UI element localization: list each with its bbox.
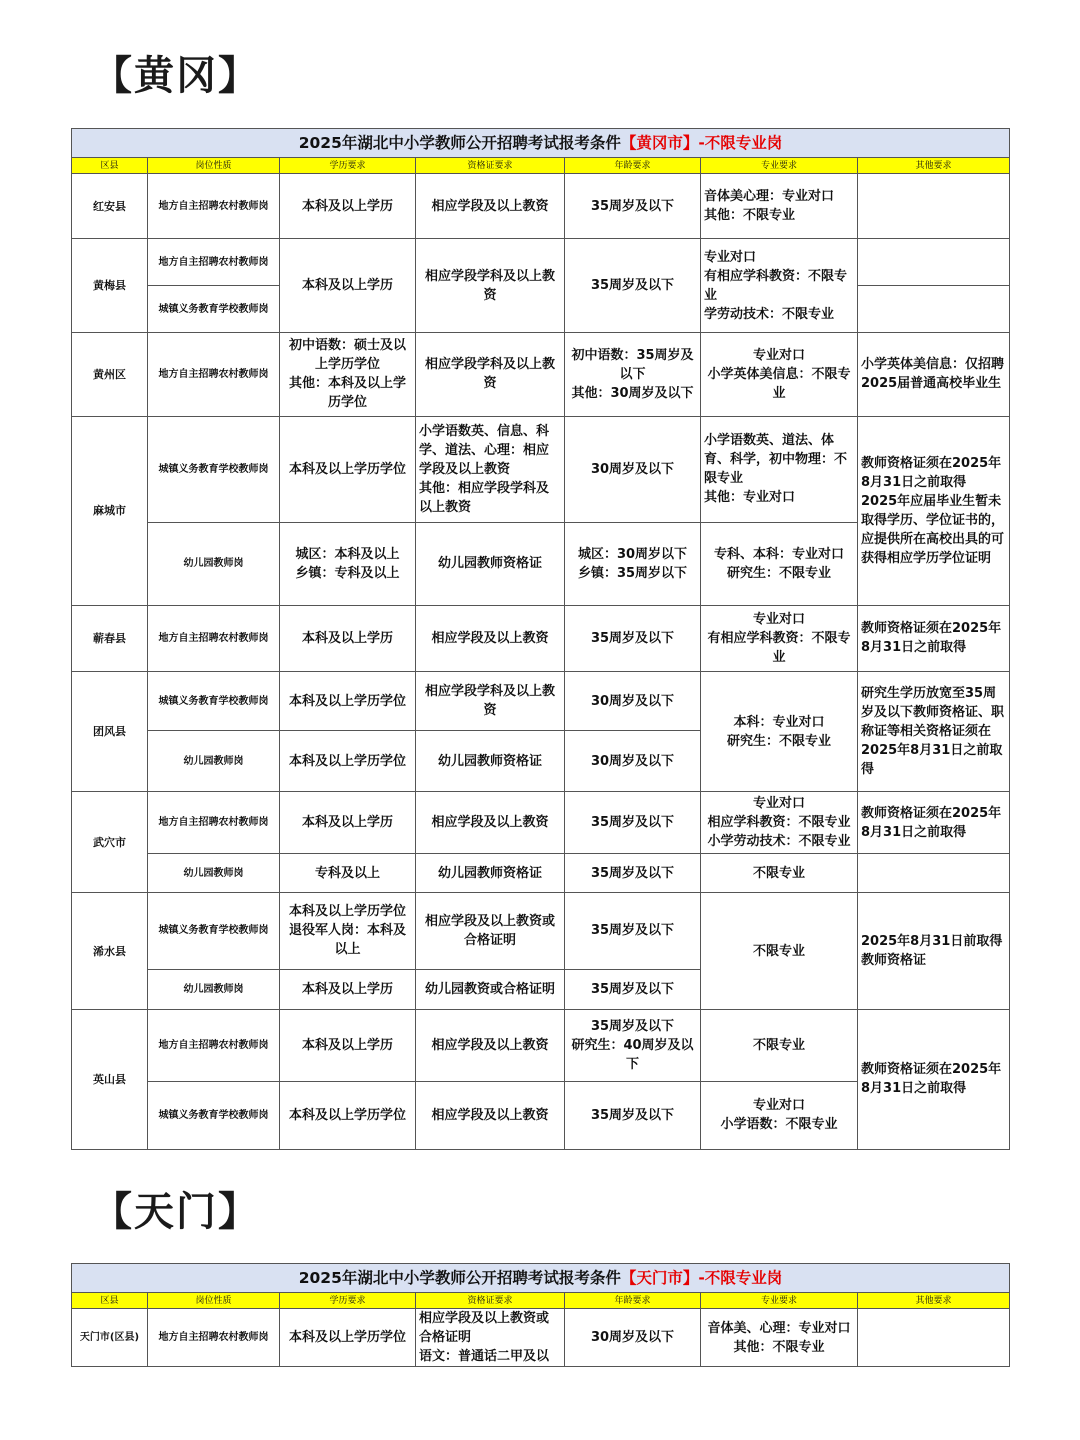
major-cell: 音体美心理：专业对口 其他：不限专业 [701, 174, 858, 239]
age-cell: 35周岁及以下 [565, 239, 701, 333]
post-cell: 地方自主招聘农村教师岗 [148, 1009, 280, 1081]
cert-cell: 相应学段及以上教资 [416, 1081, 565, 1149]
other-cell [858, 286, 1010, 333]
header-cell: 学历要求 [280, 158, 416, 174]
post-cell: 城镇义务教育学校教师岗 [148, 286, 280, 333]
table-row [72, 174, 1010, 239]
age-cell: 30周岁及以下 [565, 672, 701, 731]
county-cell: 天门市(区县) [72, 1309, 148, 1367]
table-header-row [72, 1293, 1010, 1309]
header-cell: 其他要求 [858, 158, 1010, 174]
other-cell: 教师资格证须在2025年8月31日之前取得 [858, 1009, 1010, 1149]
table-row [72, 239, 1010, 286]
header-cell: 岗位性质 [148, 158, 280, 174]
age-cell: 城区：30周岁以下 乡镇：35周岁以下 [565, 522, 701, 605]
cert-cell: 小学语数英、信息、科学、道法、心理：相应学段及以上教资 其他：相应学段学科及以上教资 [416, 416, 565, 522]
post-cell: 地方自主招聘农村教师岗 [148, 1309, 280, 1367]
post-cell: 幼儿园教师岗 [148, 854, 280, 893]
section-heading-tianmen: 【天门】 [92, 1189, 260, 1235]
age-cell: 35周岁及以下 [565, 1081, 701, 1149]
header-cell: 学历要求 [280, 1293, 416, 1309]
post-cell: 地方自主招聘农村教师岗 [148, 792, 280, 854]
table-row [72, 893, 1010, 969]
cert-cell: 相应学段学科及以上教资 [416, 333, 565, 416]
cert-cell: 相应学段及以上教资 [416, 792, 565, 854]
other-cell [858, 239, 1010, 286]
age-cell: 初中语数：35周岁及以下 其他：30周岁及以下 [565, 333, 701, 416]
table-title-row [72, 1264, 1010, 1293]
post-cell: 城镇义务教育学校教师岗 [148, 672, 280, 731]
table-title-city: 【天门市】-不限专业岗 [620, 1268, 783, 1287]
cert-cell: 幼儿园教师资格证 [416, 731, 565, 792]
table-row [72, 854, 1010, 893]
cert-cell: 幼儿园教师资格证 [416, 522, 565, 605]
age-cell: 35周岁及以下 研究生：40周岁及以下 [565, 1009, 701, 1081]
table-header-row [72, 158, 1010, 174]
edu-cell: 本科及以上学历 [280, 792, 416, 854]
table-row [72, 672, 1010, 731]
cert-cell: 相应学段学科及以上教资 [416, 239, 565, 333]
header-cell: 专业要求 [701, 158, 858, 174]
age-cell: 35周岁及以下 [565, 854, 701, 893]
county-cell: 英山县 [72, 1009, 148, 1149]
header-cell: 其他要求 [858, 1293, 1010, 1309]
requirements-table-tianmen [71, 1263, 1010, 1367]
edu-cell: 本科及以上学历 [280, 605, 416, 671]
table-title-main: 2025年湖北中小学教师公开招聘考试报考条件 [298, 1268, 621, 1287]
edu-cell: 本科及以上学历 [280, 174, 416, 239]
cert-cell: 相应学段及以上教资或合格证明 语文：普通话二甲及以 [416, 1309, 565, 1367]
edu-cell: 城区：本科及以上 乡镇：专科及以上 [280, 522, 416, 605]
post-cell: 幼儿园教师岗 [148, 969, 280, 1009]
county-cell: 武穴市 [72, 792, 148, 893]
header-cell: 区县 [72, 158, 148, 174]
table-title-row [72, 129, 1010, 158]
age-cell: 30周岁及以下 [565, 1309, 701, 1367]
age-cell: 30周岁及以下 [565, 416, 701, 522]
post-cell: 地方自主招聘农村教师岗 [148, 605, 280, 671]
header-cell: 资格证要求 [416, 158, 565, 174]
table-row [72, 416, 1010, 522]
table-row [72, 1009, 1010, 1081]
table-title-main: 2025年湖北中小学教师公开招聘考试报考条件 [298, 133, 621, 152]
other-cell: 小学英体美信息：仅招聘2025届普通高校毕业生 [858, 333, 1010, 416]
major-cell: 音体美、心理：专业对口 其他：不限专业 [701, 1309, 858, 1367]
major-cell: 本科：专业对口 研究生：不限专业 [701, 672, 858, 792]
other-cell [858, 1309, 1010, 1367]
age-cell: 35周岁及以下 [565, 605, 701, 671]
header-cell: 专业要求 [701, 1293, 858, 1309]
major-cell: 专业对口 有相应学科教资：不限专业 学劳动技术：不限专业 [701, 239, 858, 333]
other-cell: 教师资格证须在2025年8月31日之前取得 [858, 792, 1010, 854]
major-cell: 专业对口 小学英体美信息：不限专业 [701, 333, 858, 416]
edu-cell: 本科及以上学历学位 [280, 672, 416, 731]
cert-cell: 相应学段及以上教资或合格证明 [416, 893, 565, 969]
major-cell: 专科、本科：专业对口 研究生：不限专业 [701, 522, 858, 605]
table-title [72, 129, 1010, 158]
table-row [72, 792, 1010, 854]
cert-cell: 相应学段及以上教资 [416, 1009, 565, 1081]
major-cell: 专业对口 有相应学科教资：不限专业 [701, 605, 858, 671]
post-cell: 幼儿园教师岗 [148, 731, 280, 792]
major-cell: 专业对口 小学语数：不限专业 [701, 1081, 858, 1149]
county-cell: 麻城市 [72, 416, 148, 605]
edu-cell: 本科及以上学历 [280, 1009, 416, 1081]
county-cell: 浠水县 [72, 893, 148, 1009]
cert-cell: 相应学段学科及以上教资 [416, 672, 565, 731]
age-cell: 35周岁及以下 [565, 792, 701, 854]
header-cell: 岗位性质 [148, 1293, 280, 1309]
post-cell: 幼儿园教师岗 [148, 522, 280, 605]
cert-cell: 幼儿园教师资格证 [416, 854, 565, 893]
post-cell: 城镇义务教育学校教师岗 [148, 1081, 280, 1149]
age-cell: 30周岁及以下 [565, 731, 701, 792]
edu-cell: 本科及以上学历学位 [280, 416, 416, 522]
major-cell: 不限专业 [701, 854, 858, 893]
edu-cell: 本科及以上学历学位 [280, 1081, 416, 1149]
header-cell: 年龄要求 [565, 158, 701, 174]
header-cell: 区县 [72, 1293, 148, 1309]
other-cell: 教师资格证须在2025年8月31日之前取得 [858, 605, 1010, 671]
table-row [72, 333, 1010, 416]
edu-cell: 专科及以上 [280, 854, 416, 893]
county-cell: 蕲春县 [72, 605, 148, 671]
edu-cell: 本科及以上学历学位 [280, 1309, 416, 1367]
county-cell: 黄州区 [72, 333, 148, 416]
major-cell: 不限专业 [701, 1009, 858, 1081]
other-cell: 教师资格证须在2025年8月31日之前取得 2025年应届毕业生暂未取得学历、学位证书的，应提供所在高校出具的可获得相应学历学位证明 [858, 416, 1010, 605]
edu-cell: 本科及以上学历 [280, 239, 416, 333]
table-title-city: 【黄冈市】-不限专业岗 [620, 133, 783, 152]
table-row [72, 605, 1010, 671]
major-cell: 小学语数英、道法、体育、科学，初中物理：不限专业 其他：专业对口 [701, 416, 858, 522]
table-row [72, 1309, 1010, 1367]
county-cell: 黄梅县 [72, 239, 148, 333]
cert-cell: 相应学段及以上教资 [416, 174, 565, 239]
header-cell: 资格证要求 [416, 1293, 565, 1309]
major-cell: 不限专业 [701, 893, 858, 1009]
other-cell: 2025年8月31日前取得教师资格证 [858, 893, 1010, 1009]
post-cell: 城镇义务教育学校教师岗 [148, 416, 280, 522]
header-cell: 年龄要求 [565, 1293, 701, 1309]
age-cell: 35周岁及以下 [565, 893, 701, 969]
requirements-table-huanggang [71, 128, 1010, 1150]
post-cell: 地方自主招聘农村教师岗 [148, 239, 280, 286]
age-cell: 35周岁及以下 [565, 174, 701, 239]
post-cell: 地方自主招聘农村教师岗 [148, 174, 280, 239]
other-cell [858, 174, 1010, 239]
major-cell: 专业对口 相应学科教资：不限专业 小学劳动技术：不限专业 [701, 792, 858, 854]
post-cell: 地方自主招聘农村教师岗 [148, 333, 280, 416]
county-cell: 红安县 [72, 174, 148, 239]
other-cell [858, 854, 1010, 893]
edu-cell: 初中语数：硕士及以上学历学位 其他：本科及以上学历学位 [280, 333, 416, 416]
edu-cell: 本科及以上学历学位 退役军人岗：本科及以上 [280, 893, 416, 969]
county-cell: 团风县 [72, 672, 148, 792]
edu-cell: 本科及以上学历学位 [280, 731, 416, 792]
post-cell: 城镇义务教育学校教师岗 [148, 893, 280, 969]
other-cell: 研究生学历放宽至35周岁及以下教师资格证、职称证等相关资格证须在2025年8月31日之前取得 [858, 672, 1010, 792]
section-heading-huanggang: 【黄冈】 [92, 53, 260, 99]
edu-cell: 本科及以上学历 [280, 969, 416, 1009]
cert-cell: 相应学段及以上教资 [416, 605, 565, 671]
age-cell: 35周岁及以下 [565, 969, 701, 1009]
table-title [72, 1264, 1010, 1293]
cert-cell: 幼儿园教资或合格证明 [416, 969, 565, 1009]
